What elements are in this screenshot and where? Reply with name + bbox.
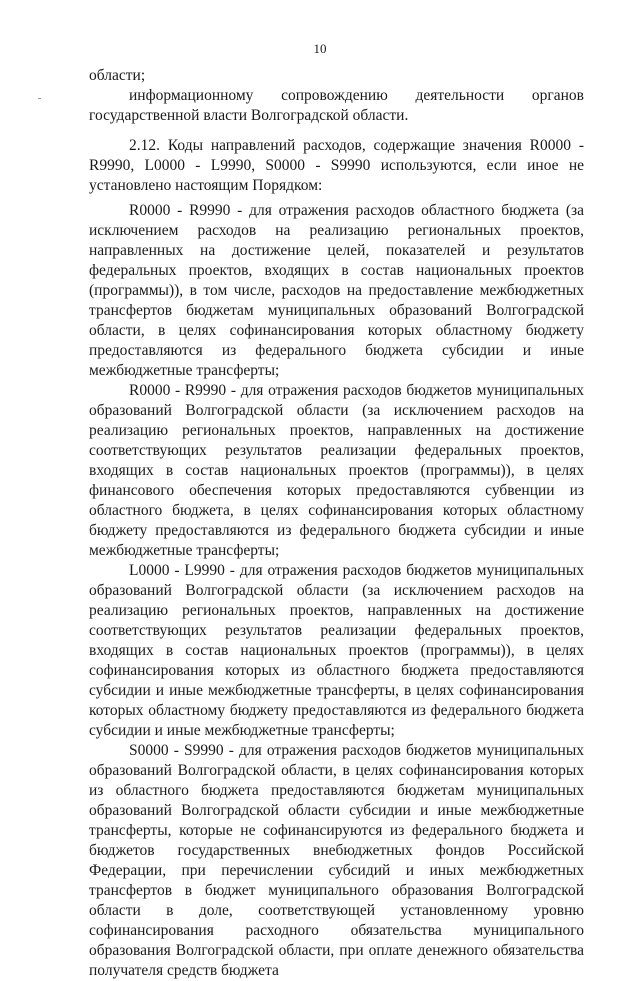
margin-mark xyxy=(38,98,41,99)
section-2-12 xyxy=(89,136,584,196)
section-2-12-paragraph: 2.12. Коды направлений расходов, содержащие значения R0000 - R9990, L0000 - L9990, S0000 - S9990 используются, если иное не установлено настоящим Порядком: xyxy=(89,137,584,194)
page-number: 10 xyxy=(313,41,327,56)
continuation-block xyxy=(89,66,584,126)
code-paragraph-l: L0000 - L9990 - для отражения расходов бюджетов муниципальных образований Волгоградской области (за исключением расходов на реализацию региональных проектов, направленных на достижение соответствующих результатов реализации федеральных проектов, входящих в состав национальных проектов (программы)), в целях софинансирования которых из областного бюджета предоставляются субсидии и иные межбюджетные трансферты, в целях софинансирования которых областному бюджету предоставляются из федерального бюджета субсидии и иные межбюджетные трансферты; xyxy=(89,562,584,739)
code-paragraph-r-regional: R0000 - R9990 - для отражения расходов областного бюджета (за исключением расходов на реализацию региональных проектов, направленных на достижение целей, показателей и результатов федеральных проектов, входящих в состав национальных проектов (программы)), в том числе, расходов на предоставление межбюджетных трансфертов бюджетам муниципальных образований Волгоградской области, в целях софинансирования которых областному бюджету предоставляются из федерального бюджета субсидии и иные межбюджетные трансферты; xyxy=(89,202,584,379)
continuation-line-1: области; xyxy=(89,67,146,84)
code-paragraph-r-municipal: R0000 - R9990 - для отражения расходов бюджетов муниципальных образований Волгоградской области (за исключением расходов на реализацию региональных проектов, направленных на достижение соответствующих результатов реализации федеральных проектов, входящих в состав национальных проектов (программы)), в целях финансового обеспечения которых предоставляются субвенции из областного бюджета, в целях софинансирования которых областному бюджету предоставляются из федерального бюджета субсидии и иные межбюджетные трансферты; xyxy=(89,382,584,559)
code-paragraph-s: S0000 - S9990 - для отражения расходов бюджетов муниципальных образований Волгоградской области, в целях софинансирования которых из областного бюджета предоставляются бюджетам муниципальных образований Волгоградской области субсидии и иные межбюджетные трансферты, которые не софинансируются из федерального бюджета и бюджетов государственных внебюджетных фондов Российской Федерации, при перечислении субсидий и иных межбюджетных трансфертов в бюджет муниципального образования Волгоградской области в доле, соответствующей установленному уровню софинансирования расходного обязательства муниципального образования Волгоградской области, при оплате денежного обязательства получателя средств бюджета xyxy=(89,742,584,979)
codes-list xyxy=(89,201,584,981)
continuation-paragraph: информационному сопровождению деятельности органов государственной власти Волгоградской области. xyxy=(89,87,584,124)
